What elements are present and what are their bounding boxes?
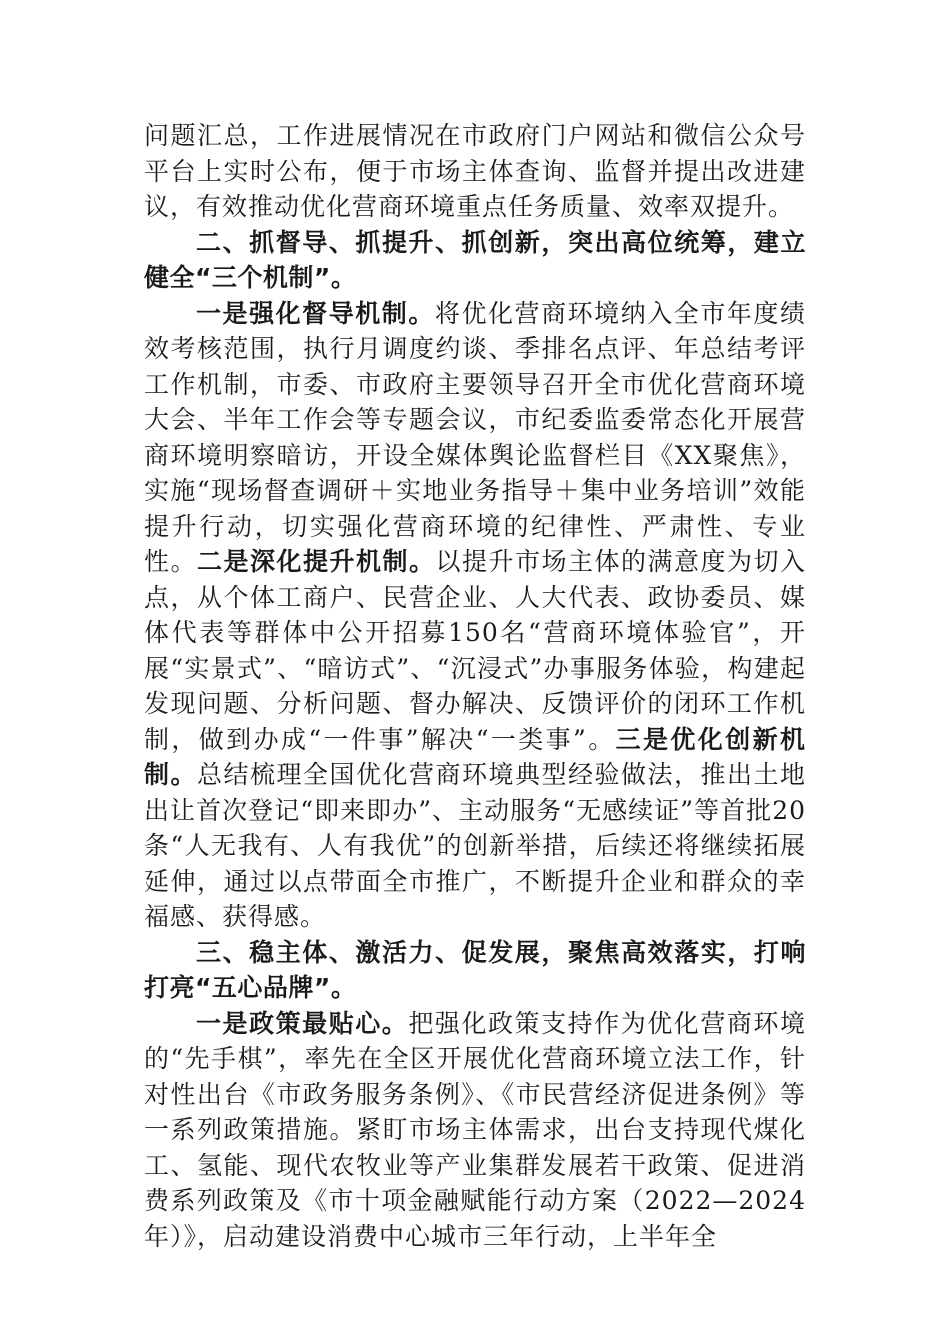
heading-text: 二、抓督导、抓提升、抓创新，突出高位统筹，建立健全“三个机制”。 — [144, 227, 806, 292]
paragraph-continuation — [144, 118, 806, 225]
lead-phrase-policy: 一是政策最贴心。 — [196, 1008, 409, 1038]
lead-phrase-improvement: 二是深化提升机制。 — [197, 547, 436, 576]
heading-text: 三、稳主体、激活力、促发展，聚焦高效落实，打响打亮“五心品牌”。 — [144, 937, 806, 1002]
section-heading-two — [144, 225, 806, 296]
lead-phrase-innovation: 三是优化创新机制。 — [144, 724, 806, 789]
paragraph-text: 将优化营商环境纳入全市年度绩效考核范围，执行月调度约谈、季排名点评、年总结考评工作机制，市委、市政府主要领导召开全市优化营商环境大会、半年工作会等专题会议，市纪委监委常态化开展营商环境明察暗访，开设全媒体舆论监督栏目《XX聚焦》，实施“现场督查调研＋实地业务指导＋集中业务培训”效能提升行动，切实强化营商环境的纪律性、严肃性、专业性。 — [144, 298, 806, 576]
paragraph-text: 问题汇总，工作进展情况在市政府门户网站和微信公众号平台上实时公布，便于市场主体查询、监督并提出改进建议，有效推动优化营商环境重点任务质量、效率双提升。 — [144, 121, 806, 221]
paragraph-text: 把强化政策支持作为优化营商环境的“先手棋”，率先在全区开展优化营商环境立法工作，针对性出台《市政务服务条例》、《市民营经济促进条例》等一系列政策措施。紧盯市场主体需求，出台支持现代煤化工、氢能、现代农牧业等产业集群发展若干政策、促进消费系列政策及《市十项金融赋能行动方案（2022—2024年）》，启动建设消费中心城市三年行动，上半年全 — [144, 1008, 806, 1251]
lead-phrase-supervision: 一是强化督导机制。 — [196, 298, 435, 328]
paragraph-text: 以提升市场主体的满意度为切入点，从个体工商户、民营企业、人大代表、政协委员、媒体代表等群体中公开招募150名“营商环境体验官”，开展“实景式”、“暗访式”、“沉浸式”办事服务体验，构建起发现问题、分析问题、督办解决、反馈评价的闭环工作机制，做到办成“一件事”解决“一类事”。 — [144, 547, 806, 754]
section-heading-three — [144, 935, 806, 1006]
paragraph-policy — [144, 1006, 806, 1255]
paragraph-text: 总结梳理全国优化营商环境典型经验做法，推出土地出让首次登记“即来即办”、主动服务“无感续证”等首批20条“人无我有、人有我优”的创新举措，后续还将继续拓展延伸，通过以点带面全市推广，不断提升企业和群众的幸福感、获得感。 — [144, 760, 806, 931]
document-page — [144, 118, 806, 1254]
paragraph-three-mechanisms — [144, 296, 806, 935]
